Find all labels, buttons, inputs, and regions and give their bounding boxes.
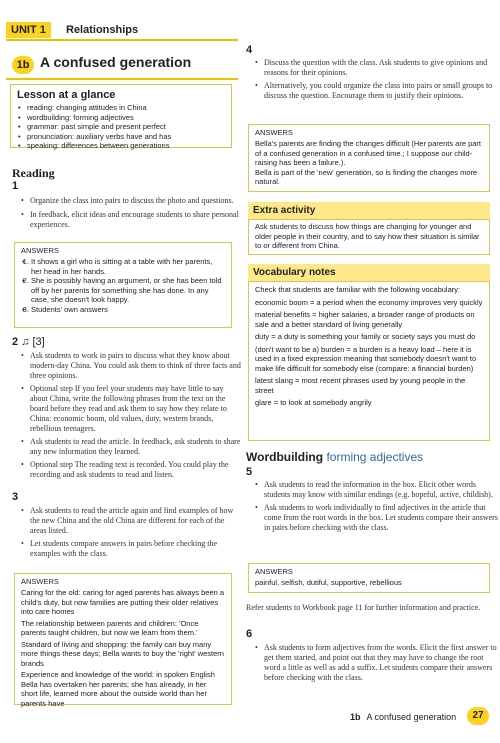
exercise-2-number — [12, 336, 45, 348]
answers-label: ANSWERS — [255, 567, 293, 576]
ex3-answers-box — [14, 573, 232, 708]
extra-activity-heading: Extra activity — [248, 202, 490, 219]
glance-item: • wordbuilding: forming adjectives — [27, 113, 225, 123]
ex5-item: • Ask students to read the information in the box. Elicit other words students may know with similar endings (e.g. hopeful, active, childish). — [264, 480, 498, 500]
unit-header — [6, 22, 238, 41]
ex4-answers-box — [248, 124, 490, 192]
exercise-1-number: 1 — [12, 180, 19, 192]
ex4-item: • Alternatively, you could organize the class into pairs or small groups to discuss the question. Encourage them to justify their opinions. — [264, 81, 498, 101]
page-number: 27 — [467, 707, 489, 725]
exercise-5-number: 5 — [246, 466, 253, 478]
answer-item: The relationship between parents and children: 'Once parents taught children, but now we learn from them.' — [21, 618, 199, 637]
vocab-item: economic boom = a period when the economy improves very quickly — [255, 297, 483, 307]
reading-heading: Reading — [12, 166, 55, 180]
answer-item: Bella is part of the 'new' generation, so is finding the changes more natural. — [255, 167, 478, 186]
lesson-badge: 1b — [12, 56, 34, 74]
answer-item: Caring for the old: caring for aged parents has always been a child's duty, but now families are putting their older relatives into care homes — [21, 588, 225, 616]
footer-lesson: 1b — [350, 712, 361, 722]
answer-item: Bella's parents are finding the changes difficult (Her parents are part of a confused generation in a confused time.; I suppose our child-raising has been a failure.). — [255, 139, 482, 167]
glance-title: Lesson at a glance — [17, 89, 116, 101]
answer-item: painful, selfish, dutiful, supportive, rebellious — [255, 578, 402, 587]
ex3-item: • Let students compare answers in pairs before checking the examples with the class. — [30, 539, 242, 559]
ex2-item: • Ask students to read the article. In feedback, ask students to share any new information they learned. — [30, 437, 242, 457]
vocab-item: glare = to look at somebody angrily — [255, 398, 372, 407]
ex1-item: • In feedback, elicit ideas and encourage students to share personal experiences. — [30, 210, 240, 230]
answer-item: Experience and knowledge of the world: in spoken English Bella has overtaken her parents; she has already, in her short life, learned more about the outside world than her parents have — [21, 670, 215, 708]
ex2-item: • Optional step The reading text is recorded. You could play the recording and ask students to read and listen. — [30, 460, 242, 480]
ex2-item: • Optional step If you feel your students may have little to say about China, write the following phrases from the text on the board before they read and ask them to say how they relate to China: economic boom, old values, duty, western brands, rebellious teenagers. — [30, 384, 242, 434]
ex1-answers-box — [14, 242, 232, 328]
vocab-intro: Check that students are familiar with the following vocabulary: — [255, 285, 461, 294]
glance-item: • reading: changing attitudes in China — [27, 103, 225, 113]
answers-label: ANSWERS — [255, 128, 293, 137]
glance-item: • speaking: differences between generations — [27, 141, 225, 151]
vocab-item: duty = a duty is something your family or society says you must do — [255, 332, 476, 341]
vocab-item: latest slang = most recent phrases used by young people in the street — [255, 376, 466, 395]
vocabulary-notes-box — [248, 281, 490, 441]
ex2-num: 2 — [12, 336, 19, 348]
wordbuilding-heading — [246, 450, 423, 464]
answer-item: • 3. Students' own answers — [31, 305, 225, 315]
answer-item: • 1. It shows a girl who is sitting at a table with her parents, her head in her hands. — [31, 257, 225, 276]
wordbuilding-title: Wordbuilding — [246, 450, 324, 464]
ex4-item: • Discuss the question with the class. Ask students to give opinions and reasons for their opinions. — [264, 58, 498, 78]
wordbuilding-subtitle: forming adjectives — [326, 450, 424, 464]
answers-label: ANSWERS — [21, 577, 59, 586]
audio-icon: ♫ — [21, 336, 30, 348]
answer-item: • 2. She is possibly having an argument, or she has been told off by her parents for something she has done. In any case, she doesn't look happy. — [31, 276, 225, 305]
lesson-divider — [6, 78, 238, 80]
ex3-item: • Ask students to read the article again and find examples of how the new China and the old China are different for each of the areas listed. — [30, 506, 242, 536]
ex2-item: • Ask students to work in pairs to discuss what they know about modern-day China. You could ask them to think of three facts and three opinions. — [30, 351, 242, 381]
answer-item: Standard of living and shopping: the family can buy many more things these days; Bella wants to buy the 'right' western brands — [21, 639, 224, 668]
lesson-title: A confused generation — [40, 54, 192, 70]
exercise-4-number: 4 — [246, 44, 253, 56]
vocab-item: material benefits = higher salaries, a broader range of products on sale and a better standard of living generally — [255, 310, 475, 329]
exercise-3-number: 3 — [12, 491, 19, 503]
answers-label: ANSWERS — [21, 246, 59, 255]
extra-activity-text: Ask students to discuss how things are changing for younger and older people in their country, and to say how their situation is similar to or different from China. — [255, 222, 480, 250]
glance-item: • grammar: past simple and present perfect — [27, 122, 225, 132]
page-footer — [350, 712, 456, 722]
footer-title: A confused generation — [366, 712, 457, 722]
vocab-item: (don't want to be a) burden = a burden is a heavy load – here it is used in a fixed expression meaning that somebody doesn't want to make life difficult for somebody else (compare: a financial burden) — [255, 344, 477, 373]
unit-title: Relationships — [66, 24, 139, 36]
ex5-item: • Ask students to work individually to find adjectives in the article that come from the root words in the box. Let students compare their answers in pairs before checking with the class. — [264, 503, 498, 533]
ex5-answers-box — [248, 563, 490, 593]
lesson-at-a-glance-box — [10, 84, 232, 148]
track-number: [3] — [32, 336, 45, 348]
extra-activity-box — [248, 219, 490, 255]
glance-item: • pronunciation: auxiliary verbs have and has — [27, 132, 225, 142]
ex1-item: • Organize the class into pairs to discuss the photo and questions. — [30, 196, 240, 206]
unit-tag: UNIT 1 — [6, 22, 51, 38]
workbook-reference: Refer students to Workbook page 11 for further information and practice. — [246, 603, 481, 612]
ex6-item: • Ask students to form adjectives from the words. Elicit the first answer to get them started, and point out that they may have to change the root word a little as well as add a suffix. Let students compare their answers before checking with the class. — [264, 643, 498, 683]
vocabulary-notes-heading: Vocabulary notes — [248, 264, 490, 281]
exercise-6-number: 6 — [246, 628, 253, 640]
